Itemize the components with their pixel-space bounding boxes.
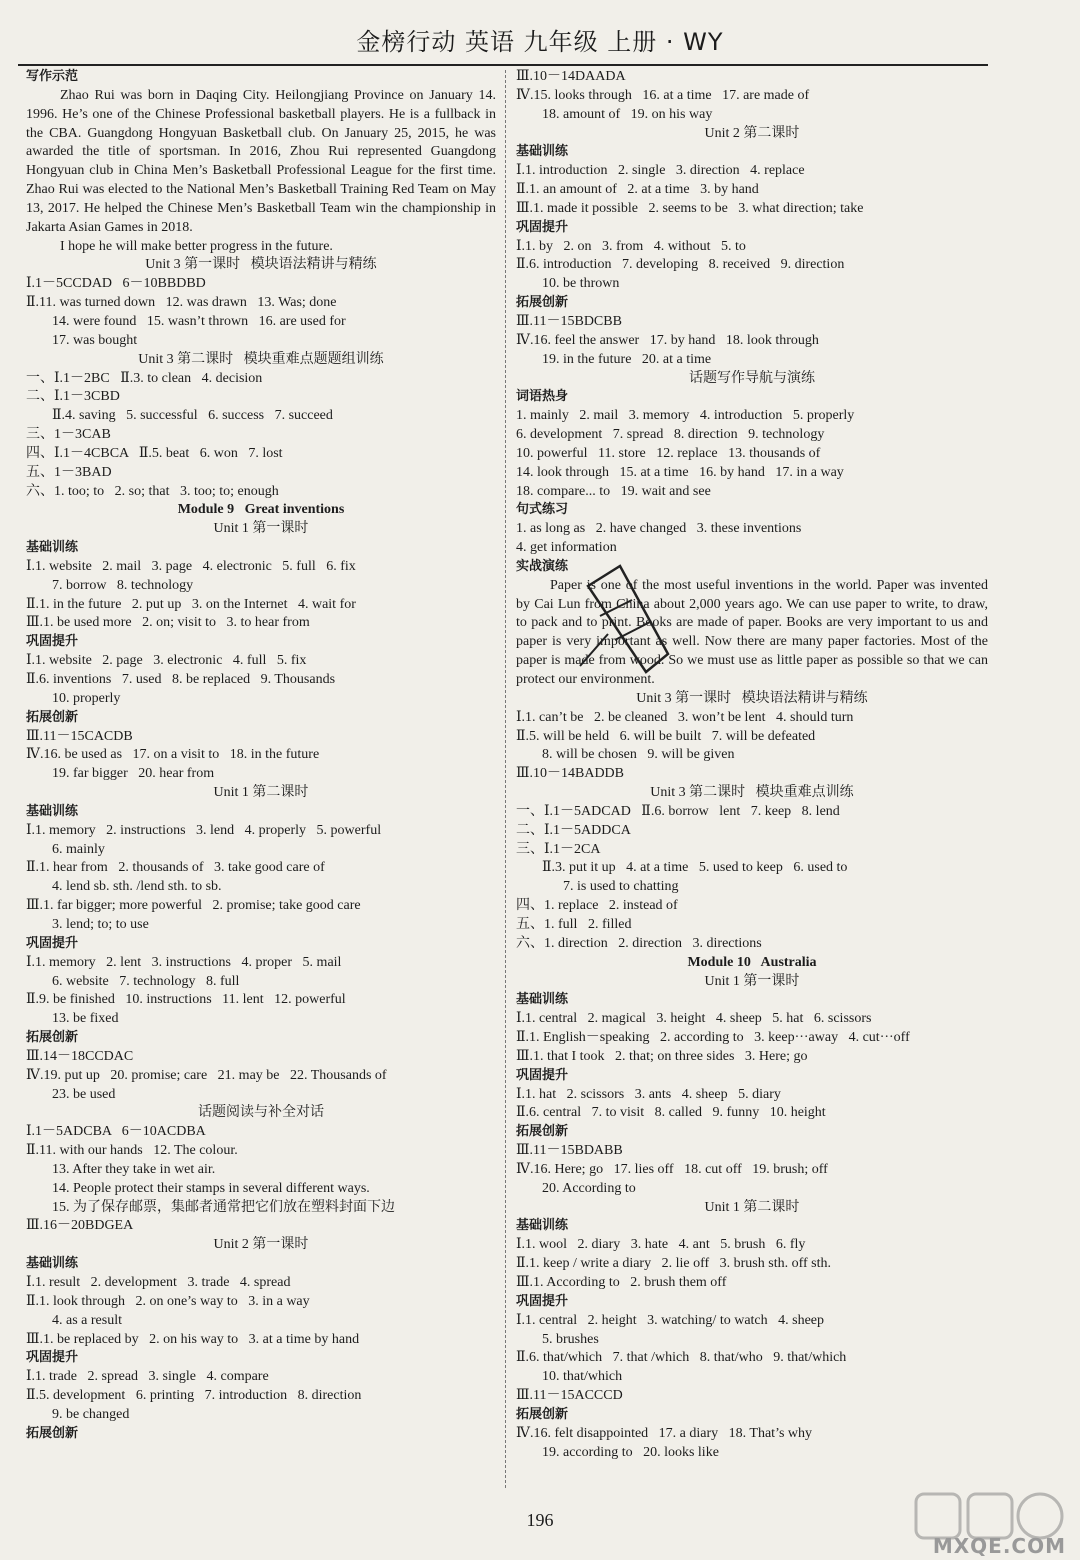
answer-line: Ⅰ.1. website 2. page 3. electronic 4. full 5. fix xyxy=(26,653,307,669)
answer-line: 六、1. direction 2. direction 3. directions xyxy=(516,935,762,951)
answer-line: 巩固提升 xyxy=(516,1293,569,1309)
answer-line: 五、1－3BAD xyxy=(26,464,112,480)
answer-line: 拓展创新 xyxy=(26,1425,79,1441)
answer-line: Ⅰ.1. central 2. magical 3. height 4. sheep 5. hat 6. scissors xyxy=(516,1011,872,1027)
answer-line: Ⅱ.6. introduction 7. developing 8. received 9. direction xyxy=(516,257,845,273)
answer-line: Ⅲ.1. that I took 2. that; on three sides 3. Here; go xyxy=(516,1048,808,1064)
answer-line: Ⅰ.1－5CCDAD 6－10BBDBD xyxy=(26,276,206,292)
answer-line: 五、1. full 2. filled xyxy=(516,916,632,932)
answer-line: 基础训练 xyxy=(516,144,569,160)
answer-line: Ⅳ.19. put up 20. promise; care 21. may be 22. Thousands of xyxy=(26,1067,387,1083)
page-header: 金榜行动 英语 九年级 上册 · WY xyxy=(356,28,724,56)
answer-line: Ⅲ.11－15ACCCD xyxy=(516,1388,623,1404)
answer-line: 四、1. replace 2. instead of xyxy=(516,898,678,914)
answer-line: 10. powerful 11. store 12. replace 13. thousands of xyxy=(516,445,821,461)
answer-line: Unit 1 第一课时 xyxy=(704,973,800,989)
answer-line: Unit 3 第二课时 模块重难点训练 xyxy=(650,785,854,801)
answer-line: Ⅱ.6. inventions 7. used 8. be replaced 9. Thousands xyxy=(26,672,336,687)
answer-line: 一、Ⅰ.1－2BC Ⅱ.3. to clean 4. decision xyxy=(26,370,263,386)
answer-line: 巩固提升 xyxy=(26,1350,79,1366)
answer-line: 13. After they take in wet air. xyxy=(52,1161,216,1177)
answer-line: 15. 为了保存邮票，集邮者通常把它们放在塑料封面下边 xyxy=(52,1199,395,1215)
answer-line: 1. mainly 2. mail 3. memory 4. introduction 5. properly xyxy=(516,408,855,424)
answer-line: Ⅳ.16. feel the answer 17. by hand 18. look through xyxy=(516,332,819,348)
watermark-text: MXQE.COM xyxy=(932,1534,1066,1558)
answer-line: Ⅱ.1. look through 2. on one’s way to 3. in a way xyxy=(26,1293,310,1309)
answer-line: Ⅳ.16. be used as 17. on a visit to 18. in the future xyxy=(26,747,320,763)
answer-line: Module 10 Australia xyxy=(687,954,817,970)
answer-line: Ⅲ.11－15CACDB xyxy=(26,728,133,744)
answer-line: Ⅱ.11. was turned down 12. was drawn 13. Was; done xyxy=(26,295,337,311)
answer-line: 7. borrow 8. technology xyxy=(52,577,194,593)
answer-line: Ⅱ.6. central 7. to visit 8. called 9. funny 10. height xyxy=(516,1105,826,1121)
answer-line: Ⅱ.9. be finished 10. instructions 11. lent 12. powerful xyxy=(26,992,346,1008)
answer-line: 话题写作导航与演练 xyxy=(689,370,815,386)
answer-line: Ⅲ.11－15BDABB xyxy=(516,1143,623,1159)
pen-scribble xyxy=(560,556,690,696)
answer-line: Ⅲ.1. made it possible 2. seems to be 3. what direction; take xyxy=(516,200,864,216)
answer-line: 实战演练 xyxy=(516,558,569,574)
answer-line: 六、1. too; to 2. so; that 3. too; to; enough xyxy=(26,483,279,499)
answer-line: 一、Ⅰ.1－5ADCAD Ⅱ.6. borrow lent 7. keep 8. lend xyxy=(516,803,840,819)
answer-line: 3. lend; to; to use xyxy=(52,916,149,932)
answer-line: Unit 1 第二课时 xyxy=(704,1199,800,1215)
answer-line: Ⅱ.1. English－speaking 2. according to 3. keep···away 4. cut···off xyxy=(516,1030,910,1046)
answer-line: Ⅲ.1. far bigger; more powerful 2. promise; take good care xyxy=(26,898,361,914)
answer-line: Ⅲ.1. According to 2. brush them off xyxy=(516,1275,727,1290)
writing-sample-title: 写作示范 xyxy=(26,69,79,84)
answer-line: 6. mainly xyxy=(52,841,105,857)
answer-line: Ⅰ.1. introduction 2. single 3. direction 4. replace xyxy=(516,163,805,179)
answer-line: 基础训练 xyxy=(26,1256,79,1272)
answer-line: Ⅰ.1. wool 2. diary 3. hate 4. ant 5. brush 6. fly xyxy=(516,1237,806,1253)
answer-line: 巩固提升 xyxy=(26,634,79,650)
answer-line: Ⅳ.16. Here; go 17. lies off 18. cut off 19. brush; off xyxy=(516,1161,828,1177)
answer-line: Ⅰ.1. central 2. height 3. watching/ to watch 4. sheep xyxy=(516,1312,825,1328)
answer-line: 14. were found 15. wasn’t thrown 16. are used for xyxy=(52,313,346,329)
right-column xyxy=(516,68,988,1462)
answer-line: Unit 3 第一课时 模块语法精讲与精练 xyxy=(636,690,868,706)
answer-line: 三、1－3CAB xyxy=(26,427,111,443)
answer-line: 词语热身 xyxy=(516,389,569,405)
answer-line: 拓展创新 xyxy=(26,1030,79,1046)
answer-line: Ⅱ.6. that/which 7. that /which 8. that/who 9. that/which xyxy=(516,1350,847,1366)
answer-line: Ⅲ.14－18CCDAC xyxy=(26,1048,134,1064)
answer-line: Ⅰ.1. trade 2. spread 3. single 4. compare xyxy=(26,1369,269,1385)
answer-line: 5. brushes xyxy=(542,1331,599,1347)
answer-line: Ⅲ.1. be replaced by 2. on his way to 3. at a time by hand xyxy=(26,1331,360,1347)
answer-line: Ⅰ.1. can’t be 2. be cleaned 3. won’t be lent 4. should turn xyxy=(516,709,854,725)
answer-line: 巩固提升 xyxy=(26,935,79,951)
answer-line: 4. get information xyxy=(516,540,617,556)
answer-line: 6. development 7. spread 8. direction 9. technology xyxy=(516,427,825,443)
answer-line: 二、Ⅰ.1－5ADDCA xyxy=(516,822,631,838)
answer-line: Ⅰ.1. hat 2. scissors 3. ants 4. sheep 5. diary xyxy=(516,1086,781,1102)
answer-line: Ⅰ.1. memory 2. lent 3. instructions 4. proper 5. mail xyxy=(26,954,342,970)
answer-line: 三、Ⅰ.1－2CA xyxy=(516,841,601,857)
answer-line: 9. be changed xyxy=(52,1406,130,1422)
answer-line: Unit 1 第一课时 xyxy=(213,521,309,537)
answer-line: Ⅲ.16－20BDGEA xyxy=(26,1218,134,1234)
answer-line: 拓展创新 xyxy=(516,1406,569,1422)
answer-line: 17. was bought xyxy=(52,332,138,348)
answer-line: 7. is used to chatting xyxy=(542,879,679,895)
answer-line: Ⅳ.15. looks through 16. at a time 17. are made of xyxy=(516,87,810,103)
writing-sample-closing: I hope he will make better progress in the future. xyxy=(60,238,333,254)
answer-line: 拓展创新 xyxy=(516,295,569,311)
answer-line: 18. amount of 19. on his way xyxy=(542,106,713,122)
answer-line: 14. look through 15. at a time 16. by hand 17. in a way xyxy=(516,464,844,480)
answer-line: Ⅰ.1. result 2. development 3. trade 4. spread xyxy=(26,1275,291,1290)
answer-line: 二、Ⅰ.1－3CBD xyxy=(26,389,120,405)
answer-line: Ⅱ.1. in the future 2. put up 3. on the Internet 4. wait for xyxy=(26,596,356,612)
answer-line: Unit 3 第二课时 模块重难点题题组训练 xyxy=(138,351,384,367)
left-answer-lines xyxy=(26,256,496,1443)
answer-line: 1. as long as 2. have changed 3. these inventions xyxy=(516,521,802,537)
answer-line: 10. properly xyxy=(52,690,121,706)
answer-line: Ⅱ.4. saving 5. successful 6. success 7. succeed xyxy=(52,408,333,424)
answer-line: 话题阅读与补全对话 xyxy=(198,1105,324,1121)
answer-line: 4. lend sb. sth. /lend sth. to sb. xyxy=(52,879,222,895)
answer-line: Ⅱ.11. with our hands 12. The colour. xyxy=(26,1143,238,1159)
answer-line: 13. be fixed xyxy=(52,1011,119,1027)
practice-essay: Paper is one of the most useful inventions in the world. Paper was invented by Cai Lun from China about 2,000 years ago. We can use paper to write, to draw, to pack and to print. Books are made of paper. Books are very important to us and paper is very important as well. Now there are many paper factories. Most of the paper is made from wood. So we must use as little paper as possible so that we can protect our environment. xyxy=(516,577,988,687)
answer-line: Ⅱ.1. hear from 2. thousands of 3. take good care of xyxy=(26,860,325,876)
page-number: 196 xyxy=(526,1510,554,1530)
answer-line: Unit 2 第二课时 xyxy=(704,125,800,141)
writing-sample-essay: Zhao Rui was born in Daqing City. Heilongjiang Province on January 14. 1996. He’s one of the Chinese Professional basketball players. He is a fullback in the CBA. Guangdong Hongyuan Basketball club. On January 25, 2015, he was awarded the title of sportsman. In 2016, Zhou Rui represented Guangdong Hongyuan club in China Men’s Basketball Professional League for the first time. Zhao Rui was elected to the National Men’s Basketball Training Red Team on May 13, 2017. He helped the Chinese Men’s Basketball Team win the championship in Jakarta Asian Games in 2018. xyxy=(26,87,496,235)
answer-line: 巩固提升 xyxy=(516,1067,569,1083)
answer-line: 巩固提升 xyxy=(516,219,569,235)
header-rule xyxy=(18,64,988,66)
answer-line: Module 9 Great inventions xyxy=(177,502,345,518)
answer-line: Ⅰ.1. website 2. mail 3. page 4. electronic 5. full 6. fix xyxy=(26,558,356,574)
answer-line: Unit 2 第一课时 xyxy=(213,1237,309,1253)
column-divider xyxy=(505,70,506,1488)
answer-line: 19. according to 20. looks like xyxy=(542,1444,719,1460)
answer-line: 19. in the future 20. at a time xyxy=(542,351,712,367)
answer-line: Ⅲ.10－14DAADA xyxy=(516,69,626,84)
answer-line: Unit 3 第一课时 模块语法精讲与精练 xyxy=(145,257,377,273)
answer-line: 23. be used xyxy=(52,1086,116,1102)
right-answer-lines-top xyxy=(516,68,988,577)
answer-line: 6. website 7. technology 8. full xyxy=(52,973,240,989)
answer-line: Ⅳ.16. felt disappointed 17. a diary 18. That’s why xyxy=(516,1425,813,1441)
answer-line: 14. People protect their stamps in several different ways. xyxy=(52,1180,370,1196)
answer-line: Ⅰ.1－5ADCBA 6－10ACDBA xyxy=(26,1124,206,1140)
answer-line: 基础训练 xyxy=(26,540,79,556)
answer-line: 4. as a result xyxy=(52,1312,122,1328)
answer-line: Ⅰ.1. memory 2. instructions 3. lend 4. properly 5. powerful xyxy=(26,822,382,838)
answer-line: Ⅱ.5. development 6. printing 7. introduction 8. direction xyxy=(26,1388,362,1404)
answer-line: Ⅲ.10－14BADDB xyxy=(516,766,625,782)
answer-line: 10. that/which xyxy=(542,1369,623,1385)
answer-line: 19. far bigger 20. hear from xyxy=(52,766,215,782)
answer-line: 10. be thrown xyxy=(542,276,620,292)
answer-line: 20. According to xyxy=(542,1180,636,1196)
left-column xyxy=(26,68,496,1444)
answer-line: Ⅱ.1. an amount of 2. at a time 3. by hand xyxy=(516,182,759,198)
answer-line: 拓展创新 xyxy=(516,1124,569,1140)
answer-line: 句式练习 xyxy=(516,502,569,518)
answer-line: 8. will be chosen 9. will be given xyxy=(542,747,735,763)
answer-line: 基础训练 xyxy=(516,992,569,1008)
answer-line: 18. compare... to 19. wait and see xyxy=(516,483,711,499)
answer-line: Unit 1 第二课时 xyxy=(213,785,309,801)
answer-line: 拓展创新 xyxy=(26,709,79,725)
answer-line: 基础训练 xyxy=(516,1218,569,1234)
answer-line: Ⅰ.1. by 2. on 3. from 4. without 5. to xyxy=(516,238,746,254)
answer-line: Ⅱ.1. keep / write a diary 2. lie off 3. brush sth. off sth. xyxy=(516,1256,831,1272)
right-answer-lines-bottom xyxy=(516,690,988,1463)
answer-line: Ⅲ.1. be used more 2. on; visit to 3. to hear from xyxy=(26,615,310,631)
answer-line: Ⅱ.3. put it up 4. at a time 5. used to keep 6. used to xyxy=(542,860,848,876)
answer-line: Ⅱ.5. will be held 6. will be built 7. will be defeated xyxy=(516,728,816,744)
answer-line: 基础训练 xyxy=(26,803,79,819)
answer-line: 四、Ⅰ.1－4CBCA Ⅱ.5. beat 6. won 7. lost xyxy=(26,445,283,461)
answer-line: Ⅲ.11－15BDCBB xyxy=(516,313,622,329)
